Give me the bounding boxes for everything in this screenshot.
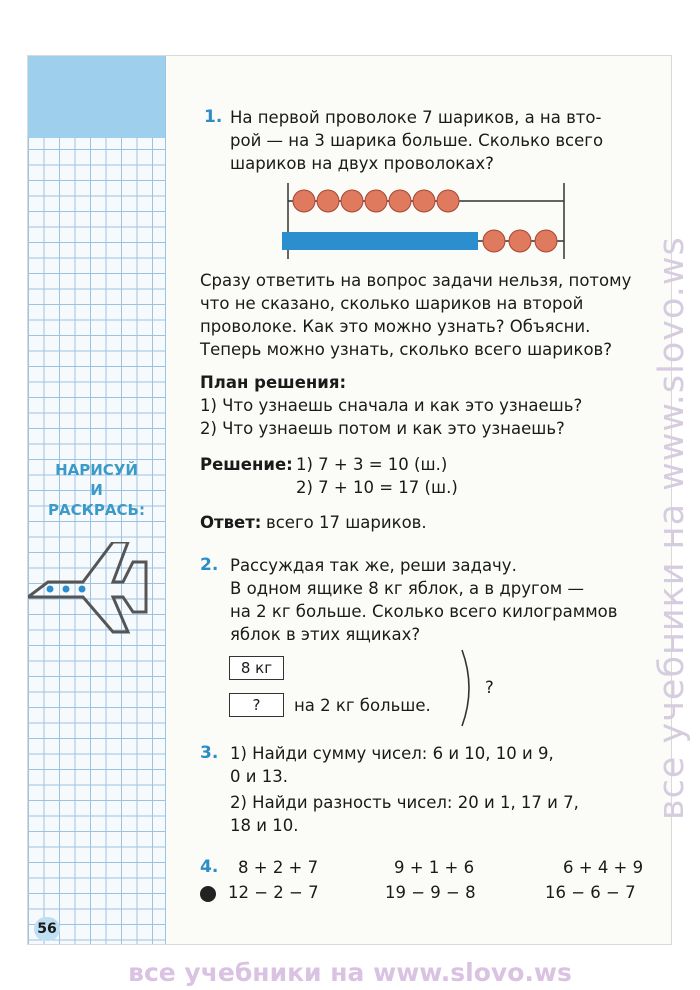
abacus-bead-top <box>389 190 411 212</box>
margin-label-line-1: НАРИСУЙ <box>55 461 138 479</box>
task1-text-line-1: На первой проволоке 7 шариков, а на вто- <box>230 108 602 127</box>
abacus-bead-top <box>317 190 339 212</box>
box-second-crate: ? <box>229 693 284 717</box>
plan-title: План решения: <box>200 373 347 392</box>
answer-label: Ответ: <box>200 513 262 532</box>
side-watermark: все учебники на www.slovo.ws <box>652 236 692 820</box>
solution-step-2: 2) 7 + 10 = 17 (ш.) <box>296 478 458 497</box>
solution-label: Решение: <box>200 455 293 474</box>
task2-text-line-2: В одном ящике 8 кг яблок, а в другом — <box>230 579 584 598</box>
margin-label-line-3: РАСКРАСЬ: <box>48 501 145 519</box>
plan-step-1: 1) Что узнаешь сначала и как это узнаешь? <box>200 396 583 415</box>
box-first-crate: 8 кг <box>229 656 284 680</box>
brace <box>460 648 480 728</box>
task4-expr-2-1: 12 − 2 − 7 <box>228 883 319 902</box>
task3-number: 3. <box>200 743 219 763</box>
page-number: 56 <box>34 917 60 941</box>
task4-expr-2-2: 19 − 9 − 8 <box>385 883 476 902</box>
solution-step-1: 1) 7 + 3 = 10 (ш.) <box>296 455 448 474</box>
abacus-bead-top <box>341 190 363 212</box>
task3-line-3: 2) Найди разность чисел: 20 и 1, 17 и 7, <box>230 793 579 812</box>
margin-drawing-label <box>28 460 165 520</box>
second-crate-note: на 2 кг больше. <box>294 696 431 715</box>
task2-text-line-4: яблок в этих ящиках? <box>230 625 421 644</box>
bottom-watermark: все учебники на www.slovo.ws <box>128 958 572 987</box>
task1-explanation-line-2: что не сказано, сколько шариков на второй <box>200 294 584 313</box>
task4-expr-1-2: 9 + 1 + 6 <box>394 858 475 877</box>
grid-margin <box>28 56 166 944</box>
task4-expr-2-3: 16 − 6 − 7 <box>545 883 636 902</box>
task1-text-line-3: шариков на двух проволоках? <box>230 154 494 173</box>
abacus-bead-top <box>293 190 315 212</box>
plan-step-2: 2) Что узнаешь потом и как это узнаешь? <box>200 419 565 438</box>
abacus-bead-extra <box>509 230 531 252</box>
task2-number: 2. <box>200 555 219 575</box>
task1-number: 1. <box>204 107 223 127</box>
abacus-bead-top <box>437 190 459 212</box>
airplane-drawing <box>28 542 165 672</box>
task1-explanation-line-4: Теперь можно узнать, сколько всего шариков? <box>200 340 613 359</box>
abacus-bead-extra <box>483 230 505 252</box>
total-question: ? <box>485 678 494 697</box>
task1-explanation-line-1: Сразу ответить на вопрос задачи нельзя, потому <box>200 271 632 290</box>
task3-line-2: 0 и 13. <box>230 767 288 786</box>
abacus-bead-extra <box>535 230 557 252</box>
task4-expr-1-1: 8 + 2 + 7 <box>238 858 319 877</box>
abacus-bar <box>282 232 478 250</box>
task2-text-line-3: на 2 кг больше. Сколько всего килограммов <box>230 602 618 621</box>
task3-line-4: 18 и 10. <box>230 816 299 835</box>
task3-line-1: 1) Найди сумму чисел: 6 и 10, 10 и 9, <box>230 744 554 763</box>
task1-text-line-2: рой — на 3 шарика больше. Сколько всего <box>230 131 604 150</box>
task2-text-line-1: Рассуждая так же, реши задачу. <box>230 556 517 575</box>
textbook-page <box>27 55 672 945</box>
task4-expr-1-3: 6 + 4 + 9 <box>563 858 644 877</box>
answer-text: всего 17 шариков. <box>266 513 427 532</box>
margin-header-block <box>28 56 165 138</box>
task1-explanation-line-3: проволоке. Как это можно узнать? Объясни. <box>200 317 591 336</box>
margin-label-line-2: И <box>90 481 103 499</box>
task4-number: 4. <box>200 857 219 877</box>
bullet-dot <box>200 886 216 902</box>
abacus-illustration <box>280 181 580 263</box>
abacus-bead-top <box>365 190 387 212</box>
abacus-bead-top <box>413 190 435 212</box>
